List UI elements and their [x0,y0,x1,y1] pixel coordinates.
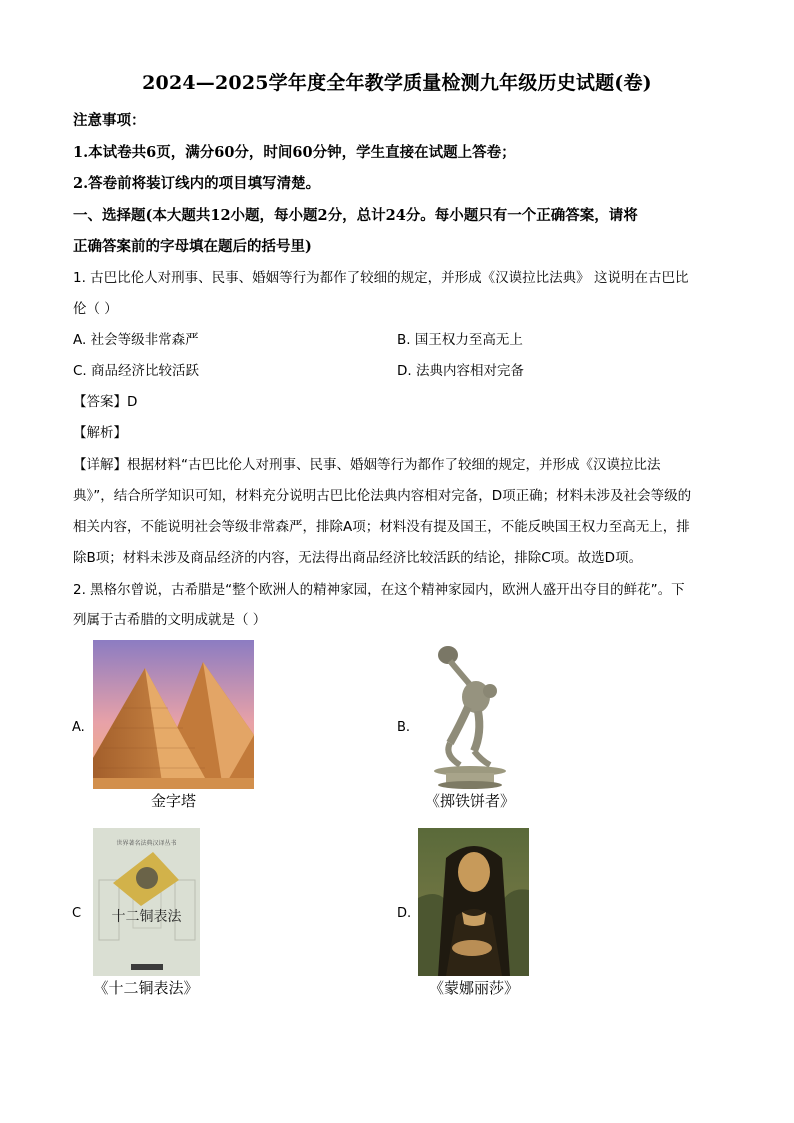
q2-stem-line2: 列属于古希腊的文明成就是（ ） [73,612,267,628]
book-title-text: 十二铜表法 [111,909,182,925]
q1-detail-line2: 典》”，结合所学知识可知，材料充分说明古巴比伦法典内容相对完备，D项正确；材料未涉及社会等级的 [73,488,692,504]
q1-answer: 【答案】D [73,394,138,410]
notice-item-2: 2.答卷前将装订线内的项目填写清楚。 [73,175,321,192]
q1-detail-line4: 除B项；材料未涉及商品经济的内容，无法得出商品经济比较活跃的结论，排除C项。故选D项。 [73,550,643,566]
q2-option-c-caption: 《十二铜表法》 [93,979,199,997]
q1-analysis-label: 【解析】 [73,425,127,441]
q1-option-c: C. 商品经济比较活跃 [73,363,200,379]
q2-option-b-letter: B. [397,720,411,735]
q2-option-d-caption: 《蒙娜丽莎》 [428,979,519,997]
q2-option-a-caption: 金字塔 [150,792,196,810]
page-title: 2024—2025学年度全年教学质量检测九年级历史试题(卷) [142,72,652,94]
q1-option-d: D. 法典内容相对完备 [397,363,524,379]
q2-option-b-caption: 《掷铁饼者》 [424,792,515,810]
q1-option-b: B. 国王权力至高无上 [397,332,523,348]
notice-item-1: 1.本试卷共6页，满分60分，时间60分钟，学生直接在试题上答卷； [73,144,516,161]
discobolus-image [420,643,520,790]
q2-option-c-letter: C [72,906,82,921]
q1-detail-line3: 相关内容，不能说明社会等级非常森严，排除A项；材料没有提及国王，不能反映国王权力至高无上，排 [73,519,690,535]
q1-stem-line1: 1. 古巴比伦人对刑事、民事、婚姻等行为都作了较细的规定，并形成《汉谟拉比法典》 这说明在古巴比 [73,270,689,286]
q2-stem-line1: 2. 黑格尔曾说，古希腊是“整个欧洲人的精神家园，在这个精神家园内，欧洲人盛开出夺目的鲜花”。下 [73,582,685,598]
q1-detail-line1: 【详解】根据材料“古巴比伦人对刑事、民事、婚姻等行为都作了较细的规定，并形成《汉谟拉比法 [73,457,661,473]
q2-option-d-letter: D. [397,906,412,921]
q1-stem-line2: 伦（ ） [73,301,118,317]
q1-option-a: A. 社会等级非常森严 [73,332,199,348]
book-cover-image [93,828,200,976]
book-series-text: 世界著名法典汉译丛书 [116,840,177,847]
notice-heading: 注意事项： [73,112,146,129]
section-heading-line2: 正确答案前的字母填在题后的括号里) [73,238,312,255]
q2-option-a-letter: A. [72,720,85,735]
section-heading-line1: 一、选择题(本大题共12小题，每小题2分，总计24分。每小题只有一个正确答案，请将 [73,207,638,224]
pyramid-image [93,640,254,789]
mona-lisa-image [418,828,529,976]
